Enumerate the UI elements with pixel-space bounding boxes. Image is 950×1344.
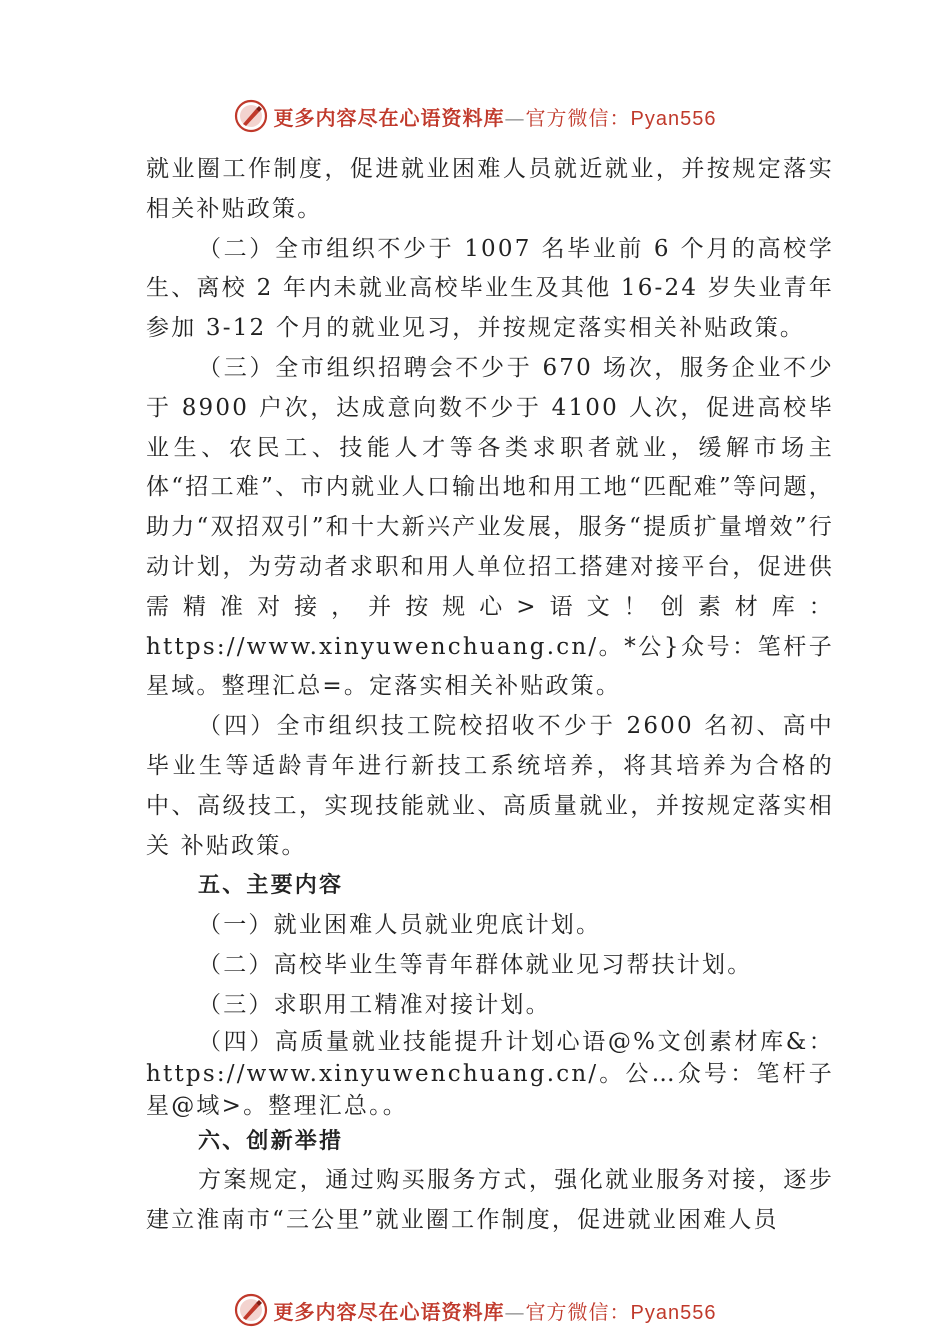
watermark-main: 更多内容尽在心语资料库 xyxy=(273,105,505,130)
section-heading-6: 六、创新举措 xyxy=(198,1128,344,1154)
watermark-text xyxy=(274,102,717,131)
document-body xyxy=(146,150,834,1241)
paragraph-continued: 就业圈工作制度，促进就业困难人员就近就业，并按规定落实相关补贴政策。 xyxy=(146,156,834,222)
section-heading-5: 五、主要内容 xyxy=(198,873,344,899)
list-item: （四）高质量就业技能提升计划心语@%文创素材库&：https://www.xinyuwenchuang.cn/。公…众号：笔杆子星@域>。整理汇总。。 xyxy=(146,1028,834,1119)
paragraph-innovation: 方案规定，通过购买服务方式，强化就业服务对接，逐步建立淮南市“三公里”就业圈工作制度，促进就业困难人员 xyxy=(146,1167,834,1234)
paragraph-item-3: （三）全市组织招聘会不少于 670 场次，服务企业不少于 8900 户次，达成意向数不少于 4100 人次，促进高校毕业生、农民工、技能人才等各类求职者就业，缓解市场主体“招工难”、市内就业人口输出地和用工地“匹配难”等问题，助力“双招双引”和十大新兴产业发展，服务“提质扩量增效”行动计划，为劳动者求职和用人单位招工搭建对接平台，促进供需精准对接，并按规心>语文！创素材库：https://www.xinyuwenchuang.cn/。*公}众号：笔杆子星域。整理汇总=。定落实相关补贴政策。 xyxy=(146,354,834,700)
footer-watermark-banner xyxy=(0,1290,950,1330)
watermark-wechat: 官方微信： xyxy=(525,105,631,130)
watermark-main: 更多内容尽在心语资料库 xyxy=(273,1299,505,1324)
pen-seal-logo-icon xyxy=(234,1293,268,1327)
watermark-wechat: 官方微信： xyxy=(525,1299,631,1324)
paragraph-item-2: （二）全市组织不少于 1007 名毕业前 6 个月的高校学生、离校 2 年内未就业高校毕业生及其他 16-24 岁失业青年参加 3-12 个月的就业见习，并按规定落实相关补贴政策。 xyxy=(146,235,834,342)
list-item: （三）求职用工精准对接计划。 xyxy=(198,991,551,1018)
header-watermark-banner xyxy=(0,96,950,136)
list-item: （二）高校毕业生等青年群体就业见习帮扶计划。 xyxy=(198,951,753,978)
list-item: （一）就业困难人员就业兜底计划。 xyxy=(198,912,602,939)
watermark-dash: — xyxy=(504,1299,526,1324)
watermark-dash: — xyxy=(504,105,526,130)
pen-seal-logo-icon xyxy=(234,99,268,133)
watermark-id: Pyan556 xyxy=(630,107,717,130)
watermark-id: Pyan556 xyxy=(630,1301,717,1324)
paragraph-item-4: （四）全市组织技工院校招收不少于 2600 名初、高中毕业生等适龄青年进行新技工系统培养，将其培养为合格的中、高级技工，实现技能就业、高质量就业，并按规定落实相关 补贴政策。 xyxy=(146,713,834,859)
watermark-text xyxy=(274,1296,717,1325)
